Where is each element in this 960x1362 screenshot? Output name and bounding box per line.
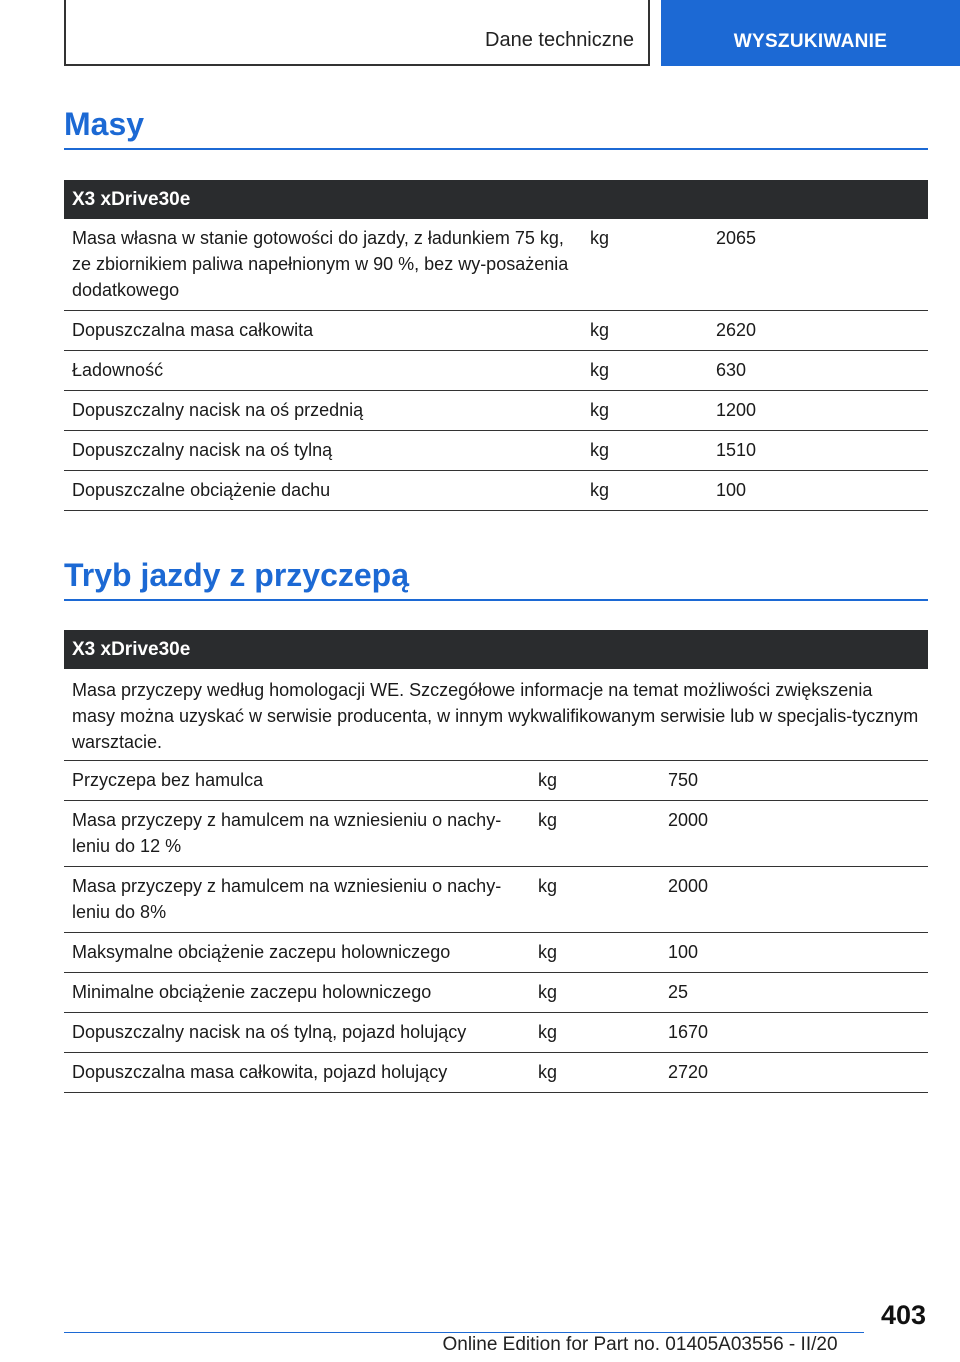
table-row bbox=[64, 431, 928, 471]
table-row bbox=[64, 351, 928, 391]
page-header bbox=[0, 0, 960, 66]
row-value: 2620 bbox=[716, 320, 757, 340]
row-unit: kg bbox=[590, 320, 610, 340]
row-value: 100 bbox=[716, 480, 747, 500]
row-value: 2065 bbox=[716, 228, 757, 248]
table-row bbox=[64, 1013, 928, 1053]
table-row bbox=[64, 801, 928, 867]
row-value: 2720 bbox=[668, 1062, 709, 1082]
search-button[interactable] bbox=[661, 0, 960, 66]
row-unit: kg bbox=[590, 480, 610, 500]
row-value: 2000 bbox=[668, 876, 709, 896]
row-label: Masa przyczepy z hamulcem na wzniesieniu o nachy-leniu do 8% bbox=[72, 876, 502, 922]
row-unit: kg bbox=[538, 982, 558, 1002]
table-row bbox=[64, 219, 928, 311]
row-label: Minimalne obciążenie zaczepu holowniczego bbox=[72, 982, 432, 1002]
table-heading: X3 xDrive30e bbox=[64, 630, 928, 669]
row-label: Dopuszczalny nacisk na oś tylną, pojazd holujący bbox=[72, 1022, 467, 1042]
table-row bbox=[64, 761, 928, 801]
row-label: Dopuszczalna masa całkowita bbox=[72, 320, 314, 340]
table-row bbox=[64, 311, 928, 351]
row-unit: kg bbox=[538, 942, 558, 962]
chapter-title: Dane techniczne bbox=[485, 29, 634, 51]
row-label: Dopuszczalny nacisk na oś przednią bbox=[72, 400, 364, 420]
row-unit: kg bbox=[590, 400, 610, 420]
table-row bbox=[64, 391, 928, 431]
table-note: Masa przyczepy według homologacji WE. Szczegółowe informacje na temat możliwości zwiększenia masy można uzyskać w serwisie producenta, w innym wykwalifikowanym serwisie lub w specjalis-tycznym warsztacie. bbox=[64, 669, 928, 761]
row-label: Przyczepa bez hamulca bbox=[72, 770, 264, 790]
section-title-masy: Masy bbox=[64, 104, 928, 150]
row-value: 750 bbox=[668, 770, 699, 790]
row-unit: kg bbox=[538, 876, 558, 896]
row-label: Ładowność bbox=[72, 360, 164, 380]
row-unit: kg bbox=[538, 1062, 558, 1082]
page-number: 403 bbox=[880, 1300, 926, 1330]
table-row bbox=[64, 933, 928, 973]
row-unit: kg bbox=[538, 1022, 558, 1042]
row-value: 1200 bbox=[716, 400, 757, 420]
table-row bbox=[64, 471, 928, 511]
row-value: 630 bbox=[716, 360, 747, 380]
row-label: Dopuszczalne obciążenie dachu bbox=[72, 480, 331, 500]
search-label: WYSZUKIWANIE bbox=[733, 31, 888, 52]
row-value: 100 bbox=[668, 942, 699, 962]
row-label: Maksymalne obciążenie zaczepu holowniczego bbox=[72, 942, 451, 962]
row-label: Masa własna w stanie gotowości do jazdy, z ładunkiem 75 kg, ze zbiornikiem paliwa napełnionym w 90 %, bez wy-posażenia dodatkowego bbox=[72, 228, 569, 300]
row-unit: kg bbox=[590, 360, 610, 380]
row-value: 2000 bbox=[668, 810, 709, 830]
table-row bbox=[64, 867, 928, 933]
chapter-tab[interactable] bbox=[64, 0, 650, 66]
row-unit: kg bbox=[590, 440, 610, 460]
mass-table bbox=[64, 180, 928, 511]
section-title-trailer: Tryb jazdy z przyczepą bbox=[64, 555, 928, 601]
footer-divider bbox=[64, 1332, 864, 1333]
row-unit: kg bbox=[590, 228, 610, 248]
row-unit: kg bbox=[538, 770, 558, 790]
table-heading: X3 xDrive30e bbox=[64, 180, 928, 219]
row-unit: kg bbox=[538, 810, 558, 830]
row-label: Masa przyczepy z hamulcem na wzniesieniu o nachy-leniu do 12 % bbox=[72, 810, 502, 856]
row-value: 25 bbox=[668, 982, 689, 1002]
table-row bbox=[64, 973, 928, 1013]
row-label: Dopuszczalny nacisk na oś tylną bbox=[72, 440, 333, 460]
row-value: 1670 bbox=[668, 1022, 709, 1042]
table-row bbox=[64, 1053, 928, 1093]
row-label: Dopuszczalna masa całkowita, pojazd holujący bbox=[72, 1062, 448, 1082]
footer-edition: Online Edition for Part no. 01405A03556 - II/20 bbox=[442, 1334, 838, 1355]
trailer-table bbox=[64, 630, 928, 1093]
footer-edition-text bbox=[0, 1334, 960, 1356]
row-value: 1510 bbox=[716, 440, 757, 460]
